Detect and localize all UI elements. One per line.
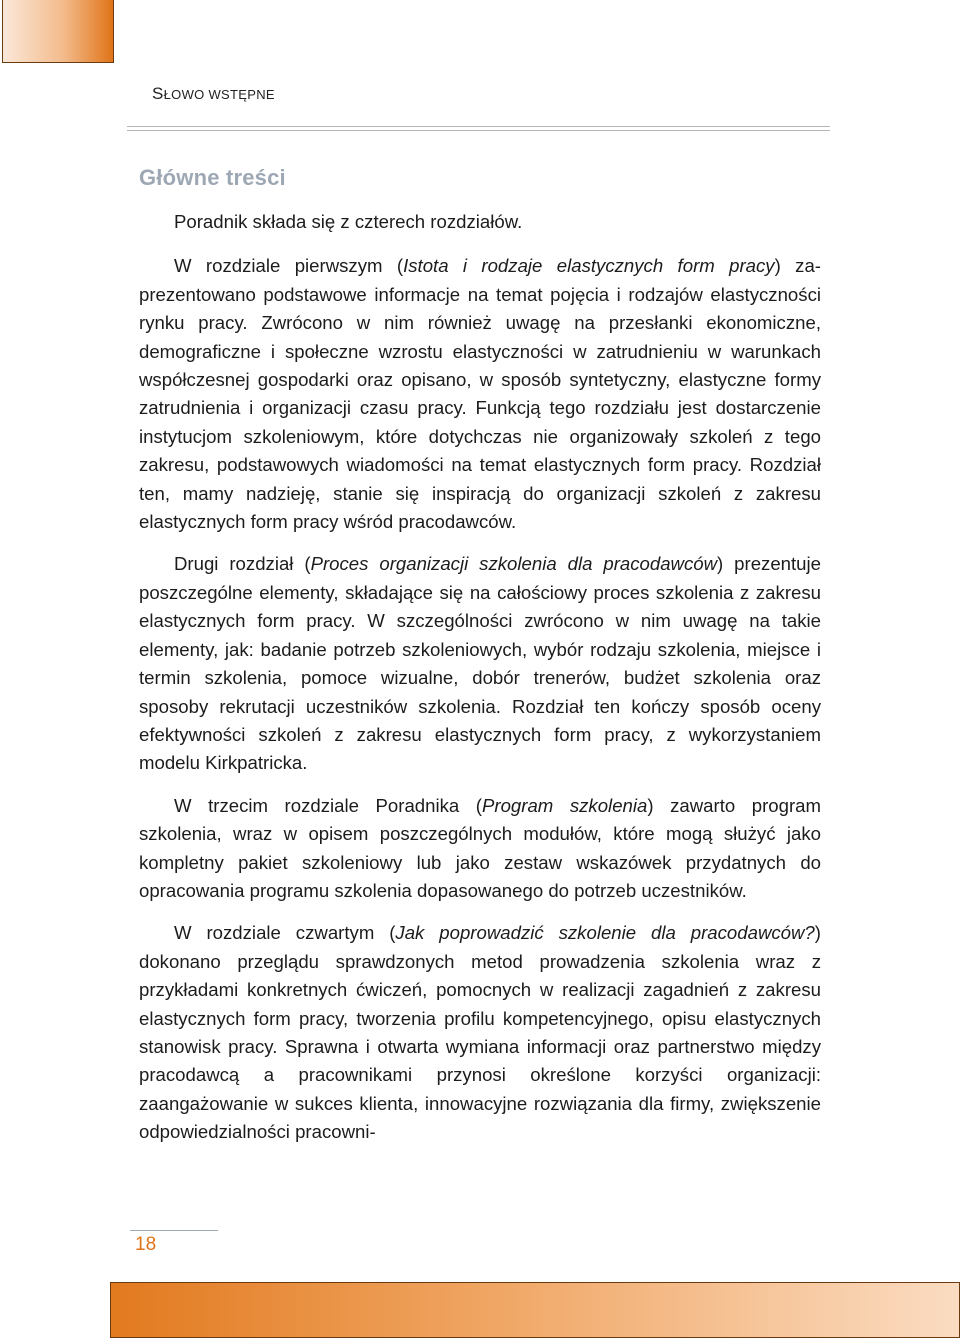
paragraph-chapter-3-lead: W trzecim rozdziale Poradnika (	[174, 794, 482, 816]
paragraph-chapter-4	[139, 919, 821, 1146]
paragraph-chapter-2-lead: Drugi rozdział (	[174, 553, 311, 575]
footer-divider	[130, 1230, 218, 1231]
chapter-1-title: Istota i rodzaje elastycznych form pracy	[403, 255, 775, 277]
paragraph-chapter-4-lead: W rozdziale czwartym (	[174, 922, 396, 944]
chapter-4-title: Jak poprowadzić szkolenie dla pracodawców?	[395, 922, 815, 944]
body-text	[139, 208, 821, 1161]
paragraph-chapter-1-body: ) zaprezentowano podstawowe informacje na temat pojęcia i rodzajów elastyczności rynku pracy. Zwrócono w nim również uwagę na przesłanki ekonomiczne, demograficzne i społeczne wzrostu elastyczności w zatrudnieniu w warunkach współczesnej gospodarki oraz opisano, w sposób syntetyczny, elastyczne formy zatrudnienia i organizacji czasu pracy. Funkcją tego rozdziału jest dostarczenie instytucjom szkoleniowym, które dotychczas nie organizowały szkoleń z tego zakresu, podstawowych wiadomości na temat elastycznych form pracy. Rozdział ten, mamy nadzieję, stanie się inspiracją do organizacji szkoleń z zakresu elastycznych form pracy wśród pracodawców.	[139, 255, 821, 533]
header-divider	[127, 126, 830, 131]
paragraph-chapter-1	[139, 252, 821, 536]
paragraph-chapter-2-body: ) prezentuje poszczególne elementy, składające się na całościowy proces szkolenia z zakresu elastycznych form pracy. W szczególności zwrócono w nim uwagę na takie elementy, jak: badanie potrzeb szkoleniowych, wybór rodzaju szkolenia, miejsce i termin szkolenia, pomoce wizualne, dobór trenerów, budżet szkolenia oraz sposoby rekrutacji uczestników szkolenia. Rozdział ten kończy sposób oceny efektywności szkoleń z zakresu elastycznych form pracy, z wykorzystaniem modelu Kirkpatricka.	[139, 553, 821, 774]
chapter-2-title: Proces organizacji szkolenia dla pracodawców	[310, 553, 718, 575]
paragraph-intro: Poradnik składa się z czterech rozdziałów.	[174, 211, 523, 232]
corner-decoration	[2, 0, 114, 63]
paragraph-chapter-1-lead: W rozdziale pierwszym (	[174, 255, 404, 277]
paragraph-chapter-2	[139, 550, 821, 777]
paragraph-chapter-3	[139, 792, 821, 906]
running-header-rest: ŁOWO WSTĘPNE	[163, 87, 275, 102]
running-header-cap: S	[152, 84, 164, 103]
paragraph-chapter-3-body: ) zawarto program szkolenia, wraz w opisem poszczególnych modułów, które mogą służyć jako kompletny pakiet szkoleniowy lub jako zestaw wskazówek przydatnych do opracowania programu szkolenia dopasowanego do potrzeb uczestników.	[139, 794, 821, 901]
section-title: Główne treści	[139, 165, 286, 190]
chapter-3-title: Program szkolenia	[481, 794, 648, 816]
paragraph-chapter-4-body: ) dokonano przeglądu sprawdzonych metod prowadzenia szkolenia wraz z przykładami konkretnych ćwiczeń, pomocnych w realizacji zagadnień z zakresu elastycznych form pracy, tworzenia profilu kompetencyjnego, opisu elastycznych stanowisk pracy. Sprawna i otwarta wymiana informacji oraz partnerstwo między pracodawcą a pracownikami przynosi określone korzyści organizacji: zaangażowanie w sukces klienta, innowacyjne rozwiązania dla firmy, zwiększenie odpowiedzialności pracowni-	[139, 922, 821, 1143]
running-header	[152, 84, 275, 104]
bottom-decoration-band	[110, 1282, 960, 1338]
page-number: 18	[135, 1234, 157, 1255]
